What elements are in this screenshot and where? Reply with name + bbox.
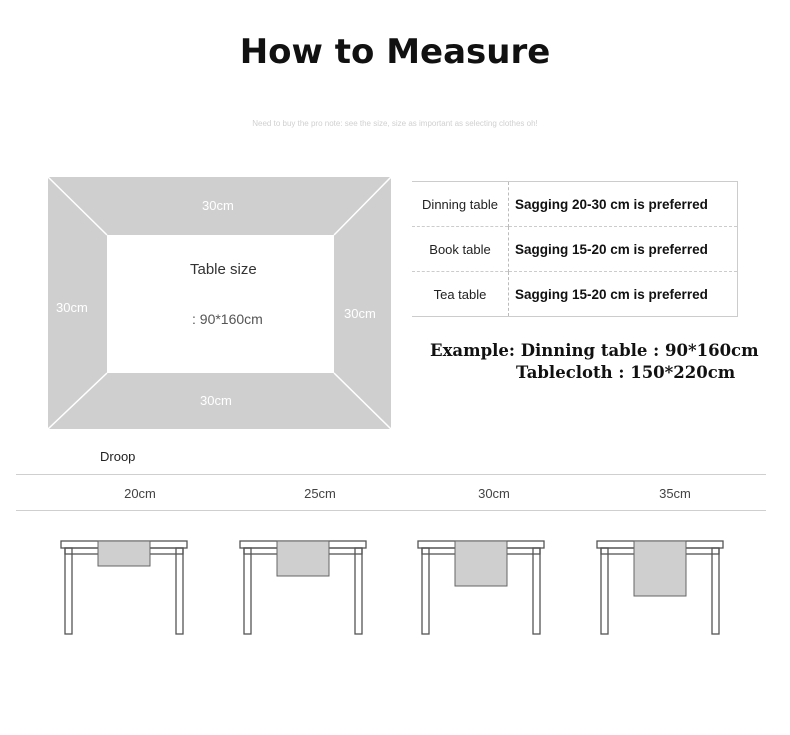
tablecloth-diagram [48,177,391,429]
table-size-value: : 90*160cm [192,311,263,327]
sagging-note: Sagging 15-20 cm is preferred [509,227,738,272]
table-size-label: Table size [190,261,257,278]
table-row [412,272,738,317]
droop-illustration [596,538,724,638]
table-top [107,235,334,373]
sagging-table [412,181,738,317]
page-title: How to Measure [239,32,551,72]
droop-right-label: 30cm [344,306,376,321]
droop-illustration [417,538,545,638]
example-line-2: Tablecloth : 150*220cm [516,363,736,382]
sub-note: Need to buy the pro note: see the size, size as important as selecting clothes oh! [252,119,538,128]
table-icon [239,538,367,638]
example-block [430,340,759,384]
cloth-drop [277,541,329,576]
droop-illustration [239,538,367,638]
table-row [412,182,738,227]
table-leg [176,548,183,634]
table-leg [244,548,251,634]
table-type: Tea table [412,272,509,317]
divider [16,474,766,475]
cloth-drop [98,541,150,566]
table-icon [60,538,188,638]
table-leg [65,548,72,634]
sagging-note: Sagging 20-30 cm is preferred [509,182,738,227]
cloth-drop [634,541,686,596]
droop-value: 20cm [124,486,156,501]
table-leg [712,548,719,634]
droop-value: 30cm [478,486,510,501]
droop-label: Droop [100,449,136,464]
example-line-1: Example: Dinning table : 90*160cm [430,341,759,360]
droop-illustration [60,538,188,638]
tablecloth-svg [48,177,391,429]
table-leg [355,548,362,634]
droop-bottom-label: 30cm [200,393,232,408]
table-leg [601,548,608,634]
droop-top-label: 30cm [202,198,234,213]
table-row [412,227,738,272]
sagging-note: Sagging 15-20 cm is preferred [509,272,738,317]
cloth-drop [455,541,507,586]
droop-value: 35cm [659,486,691,501]
table-icon [417,538,545,638]
droop-left-label: 30cm [56,300,88,315]
droop-value: 25cm [304,486,336,501]
table-type: Book table [412,227,509,272]
table-leg [533,548,540,634]
divider [16,510,766,511]
table-leg [422,548,429,634]
table-type: Dinning table [412,182,509,227]
table-icon [596,538,724,638]
